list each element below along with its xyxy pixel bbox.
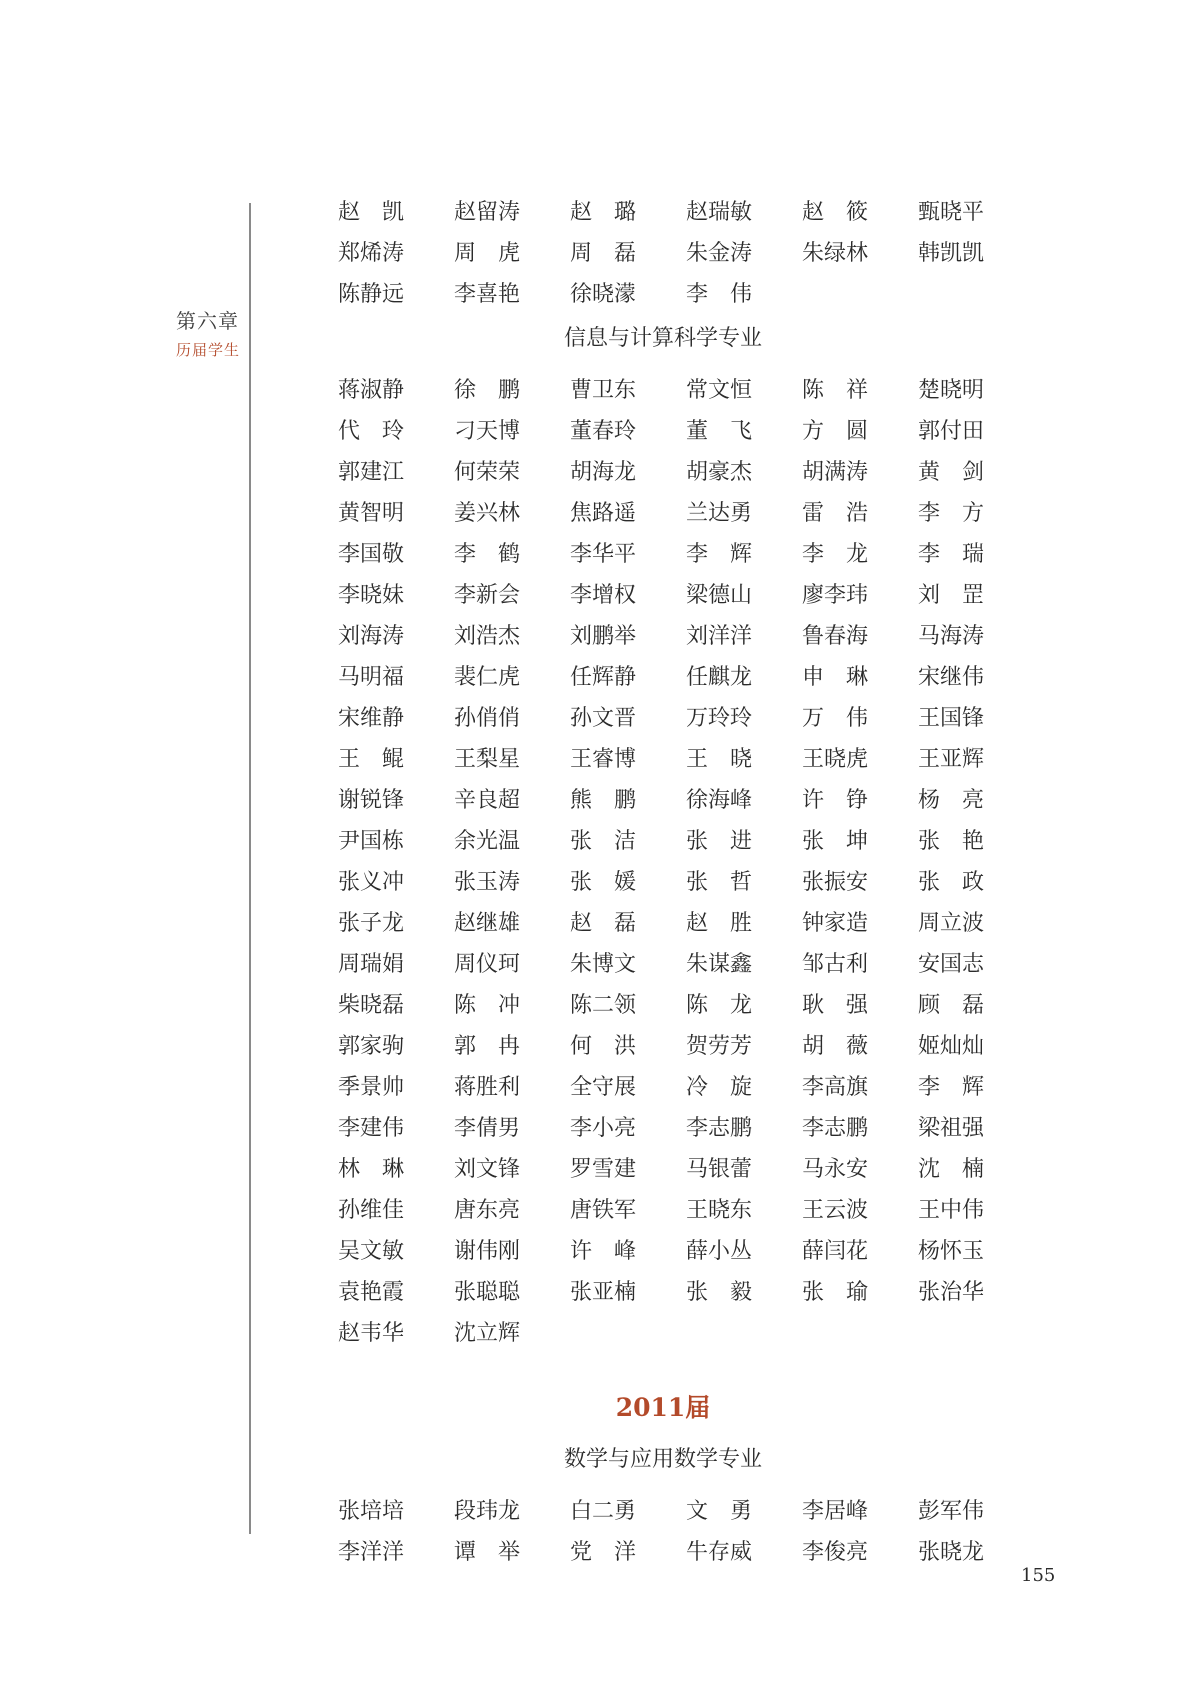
student-name: 吴文敏 xyxy=(338,1239,405,1264)
student-name: 刁天博 xyxy=(454,419,521,444)
student-name: 张义冲 xyxy=(338,870,405,895)
student-name: 赵 磊 xyxy=(570,911,637,936)
student-name: 孙俏俏 xyxy=(454,706,521,731)
student-name: 马海涛 xyxy=(918,624,985,649)
student-name: 刘 罡 xyxy=(918,583,985,608)
student-name: 沈 楠 xyxy=(918,1157,985,1182)
student-name: 牛存威 xyxy=(686,1540,753,1565)
student-name: 张振安 xyxy=(802,870,869,895)
student-name: 白二勇 xyxy=(570,1499,637,1524)
student-name: 党 洋 xyxy=(570,1540,637,1565)
student-name: 张聪聪 xyxy=(454,1280,521,1305)
student-name: 谭 举 xyxy=(454,1540,521,1565)
chapter-subtitle: 历届学生 xyxy=(176,341,241,359)
student-name: 马永安 xyxy=(802,1157,869,1182)
student-name: 万 伟 xyxy=(802,706,869,731)
student-name: 王中伟 xyxy=(918,1198,985,1223)
student-name: 张 媛 xyxy=(570,870,637,895)
student-name: 熊 鹏 xyxy=(570,788,637,813)
student-name: 徐晓濛 xyxy=(570,282,637,307)
student-name: 李 辉 xyxy=(686,542,753,567)
student-name: 周 虎 xyxy=(454,241,521,266)
page-content xyxy=(338,192,988,1573)
student-name: 彭军伟 xyxy=(918,1499,985,1524)
student-name: 姜兴林 xyxy=(454,501,521,526)
student-name: 鲁春海 xyxy=(802,624,869,649)
student-name: 楚晓明 xyxy=(918,378,985,403)
student-name: 蒋胜利 xyxy=(454,1075,521,1100)
student-name: 张 瑜 xyxy=(802,1280,869,1305)
student-name: 朱博文 xyxy=(570,952,637,977)
student-name: 赵留涛 xyxy=(454,200,521,225)
name-list-math xyxy=(338,1491,988,1573)
student-name: 李志鹏 xyxy=(802,1116,869,1141)
student-name: 张 哲 xyxy=(686,870,753,895)
student-name: 赵 筱 xyxy=(802,200,869,225)
student-name: 张治华 xyxy=(918,1280,985,1305)
student-name: 郭付田 xyxy=(918,419,985,444)
student-name: 赵 胜 xyxy=(686,911,753,936)
margin-rule xyxy=(249,203,251,1534)
student-name: 刘鹏举 xyxy=(570,624,637,649)
student-name: 李 方 xyxy=(918,501,985,526)
student-name: 孙文晋 xyxy=(570,706,637,731)
student-name: 李 伟 xyxy=(686,282,753,307)
student-name: 徐海峰 xyxy=(686,788,753,813)
student-name: 李华平 xyxy=(570,542,637,567)
student-name: 余光温 xyxy=(454,829,521,854)
student-name: 万玲玲 xyxy=(686,706,753,731)
student-name: 李 辉 xyxy=(918,1075,985,1100)
student-name: 张子龙 xyxy=(338,911,405,936)
student-name: 何荣荣 xyxy=(454,460,521,485)
student-name: 李高旗 xyxy=(802,1075,869,1100)
student-name: 陈 冲 xyxy=(454,993,521,1018)
student-name: 文 勇 xyxy=(686,1499,753,1524)
student-name: 李晓妹 xyxy=(338,583,405,608)
student-name: 焦路遥 xyxy=(570,501,637,526)
student-name: 耿 强 xyxy=(802,993,869,1018)
student-name: 李 鹤 xyxy=(454,542,521,567)
student-name: 郭建江 xyxy=(338,460,405,485)
student-name: 周 磊 xyxy=(570,241,637,266)
student-name: 周立波 xyxy=(918,911,985,936)
student-name: 陈静远 xyxy=(338,282,405,307)
student-name: 赵 璐 xyxy=(570,200,637,225)
student-name: 孙维佳 xyxy=(338,1198,405,1223)
student-name: 刘洋洋 xyxy=(686,624,753,649)
year-heading: 2011届 xyxy=(615,1393,711,1422)
student-name: 兰达勇 xyxy=(686,501,753,526)
student-name: 李倩男 xyxy=(454,1116,521,1141)
student-name: 冷 旋 xyxy=(686,1075,753,1100)
student-name: 张 毅 xyxy=(686,1280,753,1305)
student-name: 姬灿灿 xyxy=(918,1034,985,1059)
student-name: 王亚辉 xyxy=(918,747,985,772)
student-name: 王晓东 xyxy=(686,1198,753,1223)
student-name: 李小亮 xyxy=(570,1116,637,1141)
student-name: 黄智明 xyxy=(338,501,405,526)
student-name: 周仪珂 xyxy=(454,952,521,977)
student-name: 朱绿林 xyxy=(802,241,869,266)
student-name: 陈 龙 xyxy=(686,993,753,1018)
student-name: 张 坤 xyxy=(802,829,869,854)
student-name: 裴仁虎 xyxy=(454,665,521,690)
student-name: 陈二领 xyxy=(570,993,637,1018)
student-name: 任辉静 xyxy=(570,665,637,690)
student-name: 韩凯凯 xyxy=(918,241,985,266)
student-name: 张培培 xyxy=(338,1499,405,1524)
student-name: 刘海涛 xyxy=(338,624,405,649)
student-name: 陈 祥 xyxy=(802,378,869,403)
student-name: 张晓龙 xyxy=(918,1540,985,1565)
student-name: 董 飞 xyxy=(686,419,753,444)
student-name: 段玮龙 xyxy=(454,1499,521,1524)
student-name: 赵韦华 xyxy=(338,1321,405,1346)
student-name: 王云波 xyxy=(802,1198,869,1223)
student-name: 赵 凯 xyxy=(338,200,405,225)
student-name: 张 进 xyxy=(686,829,753,854)
student-name: 申 琳 xyxy=(802,665,869,690)
student-name: 廖李玮 xyxy=(802,583,869,608)
student-name: 任麒龙 xyxy=(686,665,753,690)
student-name: 顾 磊 xyxy=(918,993,985,1018)
student-name: 袁艳霞 xyxy=(338,1280,405,1305)
student-name: 王 晓 xyxy=(686,747,753,772)
student-name: 何 洪 xyxy=(570,1034,637,1059)
student-name: 郭家驹 xyxy=(338,1034,405,1059)
student-name: 代 玲 xyxy=(338,419,405,444)
student-name: 徐 鹏 xyxy=(454,378,521,403)
student-name: 常文恒 xyxy=(686,378,753,403)
student-name: 宋维静 xyxy=(338,706,405,731)
student-name: 沈立辉 xyxy=(454,1321,521,1346)
student-name: 朱金涛 xyxy=(686,241,753,266)
student-name: 谢伟刚 xyxy=(454,1239,521,1264)
name-list-continued xyxy=(338,192,988,315)
student-name: 赵继雄 xyxy=(454,911,521,936)
major-heading-info-computing: 信息与计算科学专业 xyxy=(563,326,762,351)
student-name: 郭 冉 xyxy=(454,1034,521,1059)
student-name: 薛小丛 xyxy=(686,1239,753,1264)
student-name: 黄 剑 xyxy=(918,460,985,485)
student-name: 唐铁军 xyxy=(570,1198,637,1223)
name-list-info-computing xyxy=(338,370,988,1354)
student-name: 辛良超 xyxy=(454,788,521,813)
student-name: 谢锐锋 xyxy=(338,788,405,813)
student-name: 贺劳芳 xyxy=(686,1034,753,1059)
student-name: 胡海龙 xyxy=(570,460,637,485)
student-name: 邹古利 xyxy=(802,952,869,977)
student-name: 张玉涛 xyxy=(454,870,521,895)
student-name: 唐东亮 xyxy=(454,1198,521,1223)
student-name: 张亚楠 xyxy=(570,1280,637,1305)
student-name: 刘浩杰 xyxy=(454,624,521,649)
student-name: 方 圆 xyxy=(802,419,869,444)
student-name: 雷 浩 xyxy=(802,501,869,526)
student-name: 张 艳 xyxy=(918,829,985,854)
student-name: 周瑞娟 xyxy=(338,952,405,977)
chapter-title: 第六章 xyxy=(176,309,239,333)
student-name: 曹卫东 xyxy=(570,378,637,403)
page-number: 155 xyxy=(1021,1565,1056,1586)
student-name: 王 鲲 xyxy=(338,747,405,772)
student-name: 董春玲 xyxy=(570,419,637,444)
student-name: 赵瑞敏 xyxy=(686,200,753,225)
student-name: 朱谋鑫 xyxy=(686,952,753,977)
student-name: 张 洁 xyxy=(570,829,637,854)
student-name: 尹国栋 xyxy=(338,829,405,854)
student-name: 林 琳 xyxy=(338,1157,405,1182)
student-name: 李 龙 xyxy=(802,542,869,567)
student-name: 全守展 xyxy=(570,1075,637,1100)
student-name: 许 铮 xyxy=(802,788,869,813)
student-name: 宋继伟 xyxy=(918,665,985,690)
student-name: 钟家造 xyxy=(802,911,869,936)
student-name: 王梨星 xyxy=(454,747,521,772)
student-name: 胡 薇 xyxy=(802,1034,869,1059)
student-name: 胡满涛 xyxy=(802,460,869,485)
student-name: 胡豪杰 xyxy=(686,460,753,485)
student-name: 季景帅 xyxy=(338,1075,405,1100)
student-name: 李 瑞 xyxy=(918,542,985,567)
student-name: 李俊亮 xyxy=(802,1540,869,1565)
student-name: 李居峰 xyxy=(802,1499,869,1524)
student-name: 李志鹏 xyxy=(686,1116,753,1141)
student-name: 马明福 xyxy=(338,665,405,690)
student-name: 王晓虎 xyxy=(802,747,869,772)
student-name: 李建伟 xyxy=(338,1116,405,1141)
student-name: 李国敬 xyxy=(338,542,405,567)
student-name: 郑烯涛 xyxy=(338,241,405,266)
student-name: 王睿博 xyxy=(570,747,637,772)
student-name: 李新会 xyxy=(454,583,521,608)
student-name: 许 峰 xyxy=(570,1239,637,1264)
student-name: 马银蕾 xyxy=(686,1157,753,1182)
student-name: 柴晓磊 xyxy=(338,993,405,1018)
student-name: 罗雪建 xyxy=(570,1157,637,1182)
student-name: 李喜艳 xyxy=(454,282,521,307)
student-name: 蒋淑静 xyxy=(338,378,405,403)
student-name: 杨 亮 xyxy=(918,788,985,813)
student-name: 张 政 xyxy=(918,870,985,895)
student-name: 李洋洋 xyxy=(338,1540,405,1565)
student-name: 梁德山 xyxy=(686,583,753,608)
student-name: 甄晓平 xyxy=(918,200,985,225)
major-heading-math: 数学与应用数学专业 xyxy=(563,1447,762,1472)
student-name: 李增权 xyxy=(570,583,637,608)
student-name: 薛闫花 xyxy=(802,1239,869,1264)
student-name: 杨怀玉 xyxy=(918,1239,985,1264)
student-name: 王国锋 xyxy=(918,706,985,731)
student-name: 安国志 xyxy=(918,952,985,977)
student-name: 梁祖强 xyxy=(918,1116,985,1141)
student-name: 刘文锋 xyxy=(454,1157,521,1182)
